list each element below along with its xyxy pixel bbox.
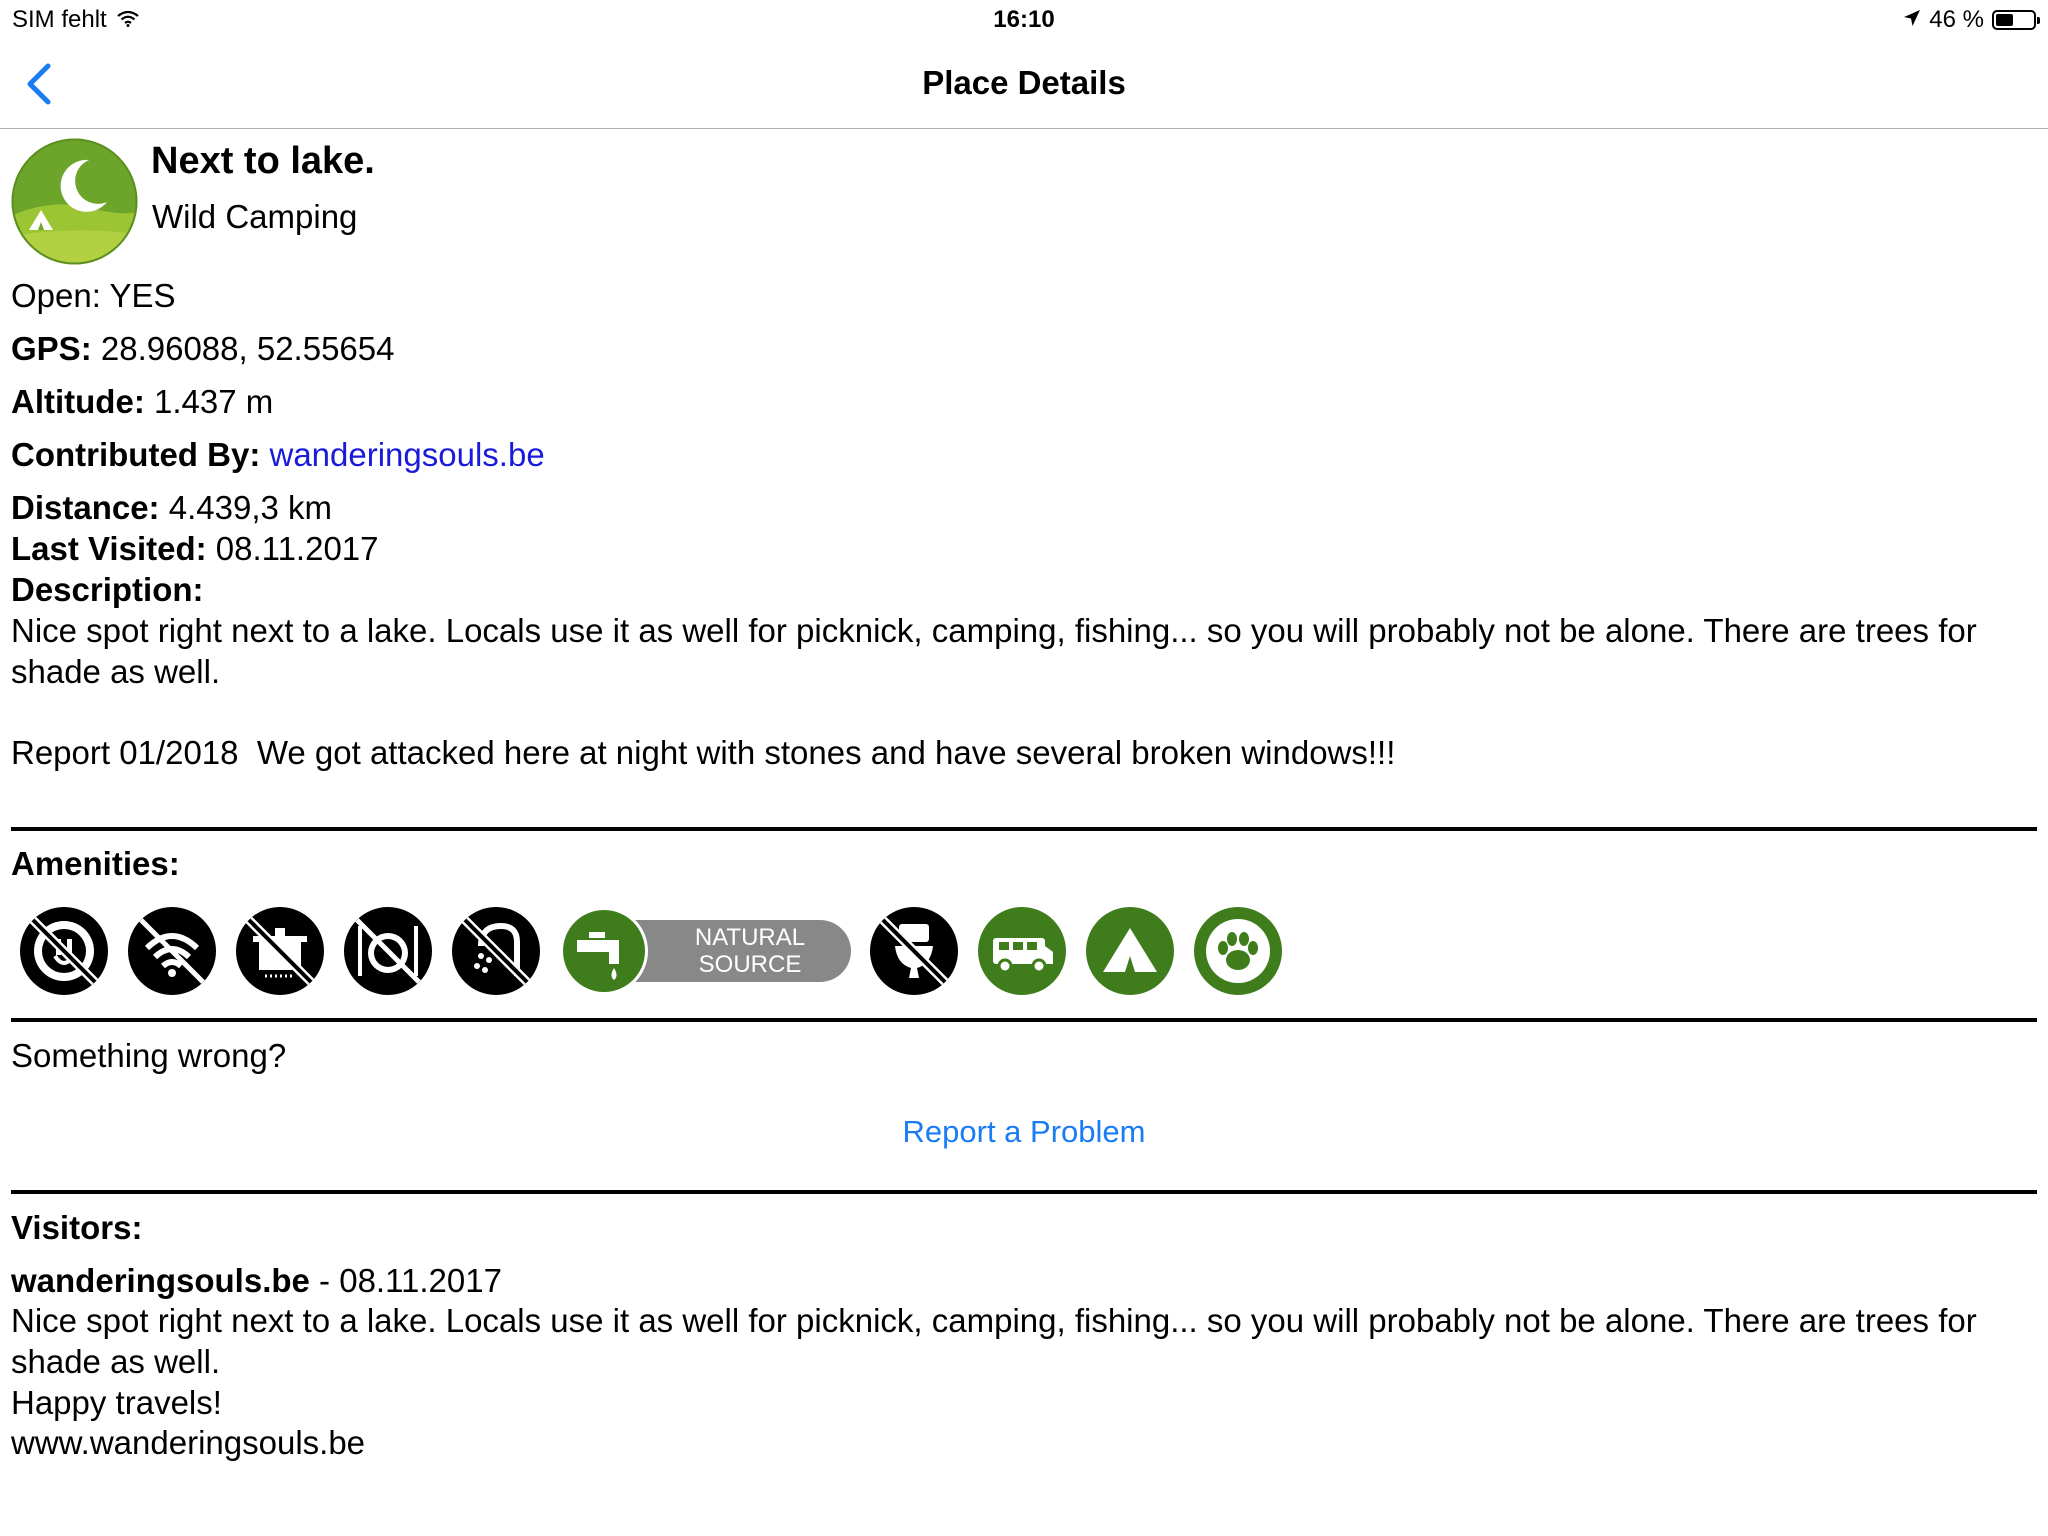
rv-icon [977, 906, 1067, 996]
no-shower-icon [451, 906, 541, 996]
divider [11, 1018, 2037, 1022]
page-title: Place Details [922, 64, 1126, 101]
amenities-label: Amenities: [11, 845, 180, 882]
visitors-label: Visitors: [11, 1209, 143, 1246]
no-toilet-icon [869, 906, 959, 996]
distance-label: Distance: [11, 489, 160, 526]
navigation-bar [0, 40, 2048, 129]
status-bar-right [1903, 6, 2036, 34]
natural-source-line2: SOURCE [698, 951, 802, 978]
feedback-question: Something wrong? [11, 1037, 287, 1074]
visitor-name: wanderingsouls.be [11, 1262, 310, 1299]
contributor-link[interactable]: wanderingsouls.be [269, 436, 545, 473]
tent-icon [1085, 906, 1175, 996]
place-header [11, 128, 2037, 268]
water-natural-source [559, 906, 851, 996]
battery-cap [2037, 17, 2040, 24]
battery-icon [1992, 10, 2036, 30]
amenities-list [19, 906, 1301, 996]
natural-source-label [631, 920, 851, 982]
distance-row [11, 488, 332, 528]
altitude-value: 1.437 m [153, 383, 274, 420]
no-kitchen-icon [235, 906, 325, 996]
description-text: Nice spot right next to a lake. Locals use it as well for picknick, camping, fishing... so you will probably not be alone. There are trees for shade as well. [11, 612, 1986, 690]
place-details-content [11, 128, 2037, 1461]
report-note: Report 01/2018 We got attacked here at night with stones and have several broken windows!!! [11, 734, 1396, 771]
pets-icon [1193, 906, 1283, 996]
wild-camping-icon [11, 138, 138, 265]
place-name: Next to lake. [151, 140, 375, 182]
distance-value: 4.439,3 km [168, 489, 332, 526]
water-tap-icon [559, 906, 649, 996]
gps-row [11, 329, 394, 369]
divider [11, 827, 2037, 831]
battery-percent: 46 % [1929, 6, 1984, 33]
status-time: 16:10 [993, 6, 1055, 33]
visitor-date: - 08.11.2017 [309, 1262, 502, 1299]
visitor-comment-line3: www.wanderingsouls.be [11, 1424, 366, 1461]
battery-fill [1996, 14, 2013, 26]
description-label: Description: [11, 571, 204, 608]
visitor-comment: Nice spot right next to a lake. Locals use it as well for picknick, camping, fishing... so you will probably not be alone. There are trees for shade as well. [11, 1302, 1986, 1380]
contributed-row [11, 435, 545, 475]
visitor-comment-line2: Happy travels! [11, 1384, 222, 1421]
carrier-label: SIM fehlt [12, 6, 107, 33]
no-electricity-icon [19, 906, 109, 996]
natural-source-line1: NATURAL [694, 924, 806, 951]
altitude-label: Altitude: [11, 383, 145, 420]
open-value: YES [109, 277, 176, 314]
location-arrow-icon [1903, 6, 1921, 34]
visitor-entry-header [11, 1261, 502, 1301]
divider [11, 1190, 2037, 1194]
open-row [11, 276, 176, 316]
no-restaurant-icon [343, 906, 433, 996]
last-visited-row [11, 529, 379, 569]
place-type: Wild Camping [152, 198, 358, 235]
no-wifi-icon [127, 906, 217, 996]
gps-value: 28.96088, 52.55654 [100, 330, 395, 367]
last-visited-value: 08.11.2017 [215, 530, 379, 567]
last-visited-label: Last Visited: [11, 530, 207, 567]
altitude-row [11, 382, 273, 422]
status-bar [0, 0, 2048, 40]
open-label: Open: [11, 277, 101, 314]
contributed-label: Contributed By: [11, 436, 261, 473]
report-problem-button[interactable]: Report a Problem [902, 1114, 1146, 1149]
gps-label: GPS: [11, 330, 92, 367]
